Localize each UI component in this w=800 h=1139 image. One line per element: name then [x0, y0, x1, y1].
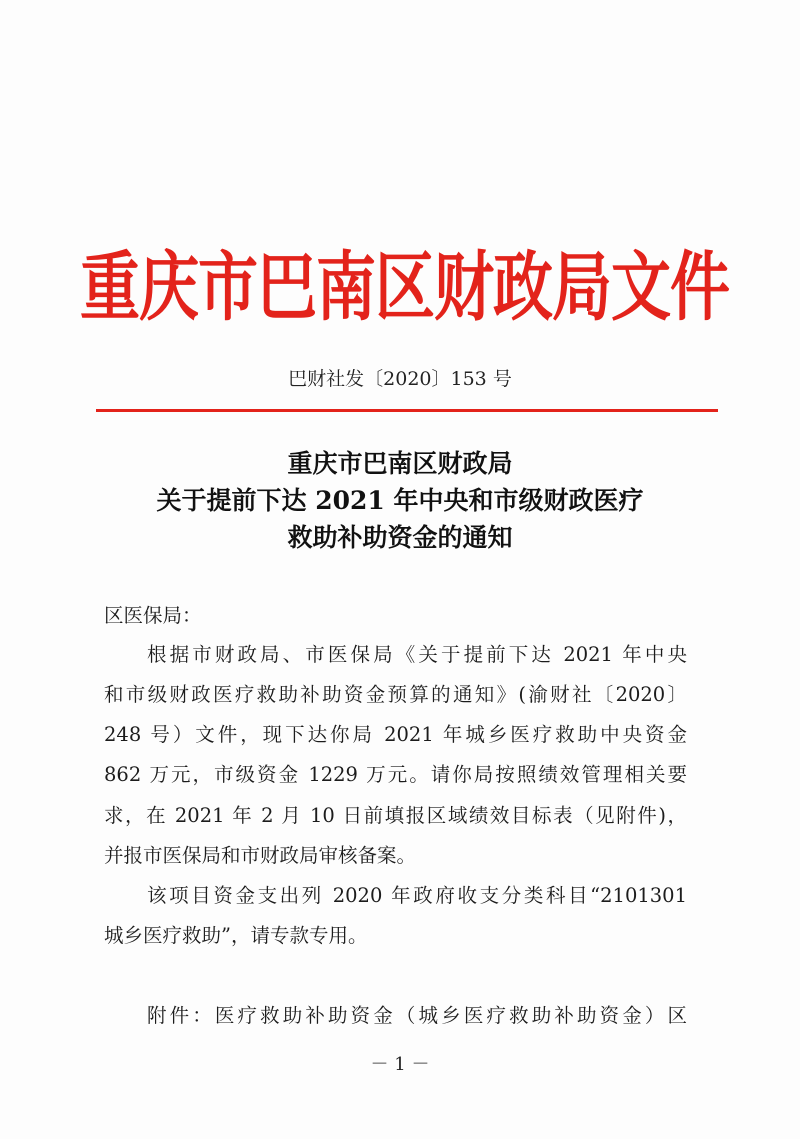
salutation: 区医保局：: [104, 604, 202, 627]
attachment-note: 附件：医疗救助补助资金（城乡医疗救助补助资金）区: [147, 1004, 687, 1027]
paragraph-2-line-2: 城乡医疗救助”，请专款专用。: [104, 924, 368, 947]
red-divider-line: [96, 409, 718, 412]
paragraph-1-line-4: 862 万元，市级资金 1229 万元。请你局按照绩效管理相关要: [104, 763, 687, 786]
paragraph-1-line-3: 248 号）文件，现下达你局 2021 年城乡医疗救助中央资金: [104, 723, 687, 746]
document-header-title: 重庆市巴南区财政局文件: [80, 244, 729, 332]
paragraph-1-line-1: 根据市财政局、市医保局《关于提前下达 2021 年中央: [147, 643, 687, 666]
paragraph-2-line-1: 该项目资金支出列 2020 年政府收支分类科目“2101301: [147, 884, 687, 907]
page-number: － 1 －: [370, 1054, 430, 1075]
document-number: 巴财社发〔2020〕153 号: [288, 368, 512, 390]
paragraph-1-line-6: 并报市医保局和市财政局审核备案。: [104, 844, 417, 867]
notice-title-line-3: 救助补助资金的通知: [287, 523, 513, 552]
paragraph-1-line-5: 求，在 2021 年 2 月 10 日前填报区域绩效目标表（见附件)，: [104, 804, 687, 827]
notice-title-line-1: 重庆市巴南区财政局: [287, 449, 513, 478]
paragraph-1-line-2: 和市级财政医疗救助补助资金预算的通知》(渝财社〔2020〕: [104, 683, 687, 706]
notice-title-line-2: 关于提前下达 2021 年中央和市级财政医疗: [156, 486, 644, 515]
